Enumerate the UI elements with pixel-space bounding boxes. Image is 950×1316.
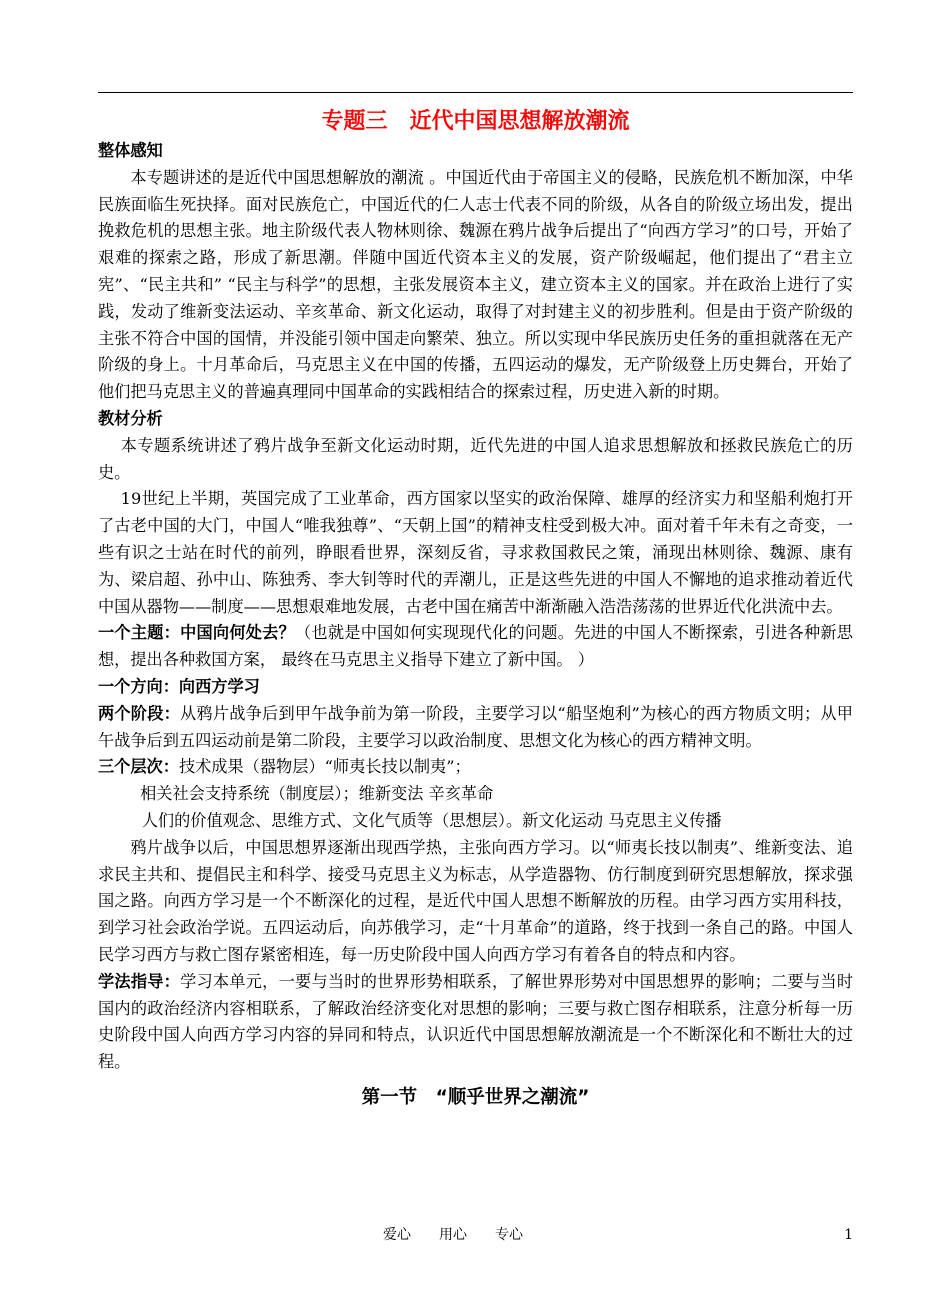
document-page <box>98 0 853 1316</box>
stages-label: 两个阶段： <box>98 703 181 723</box>
document-title: 专题三 近代中国思想解放潮流 <box>321 109 630 134</box>
theme-text: （也就是中国如何实现现代化的问题。先进的中国人不断探索，引进各种新思想，提出各种救国方案， 最终在马克思主义指导下建立了新中国。 ） <box>98 623 853 670</box>
analysis-heading: 教材分析 <box>98 408 163 428</box>
overview-paragraph: 本专题讲述的是近代中国思想解放的潮流 。中国近代由于帝国主义的侵略，民族危机不断加深，中华民族面临生死抉择。面对民族危亡，中国近代的仁人志士代表不同的阶级，从各自的阶级立场出发，提出挽救危机的思想主张。地主阶级代表人物林则徐、魏源在鸦片战争后提出了“向西方学习”的口号，开始了艰难的探索之路，形成了新思潮。伴随中国近代资本主义的发展，资产阶级崛起，他们提出了“君主立宪”、“民主共和” “民主与科学”的思想，主张发展资本主义，建立资本主义的国家。并在政治上进行了实践，发动了维新变法运动、辛亥革命、新文化运动，取得了对封建主义的初步胜利。但是由于资产阶级的主张不符合中国的国情，并没能引领中国走向繁荣、独立。所以实现中华民族历史任务的重担就落在无产阶级的身上。十月革命后，马克思主义在中国的传播，五四运动的爆发，无产阶级登上历史舞台，开始了他们把马克思主义的普遍真理同中国革命的实践相结合的探索过程，历史进入新的时期。 <box>98 167 853 402</box>
document-body <box>98 104 853 1118</box>
header-rule <box>98 92 853 93</box>
theme-paragraph <box>98 620 853 674</box>
stages-text: 从鸦片战争后到甲午战争前为第一阶段，主要学习以“船坚炮利”为核心的西方物质文明；从甲午战争后到五四运动前是第二阶段，主要学习以政治制度、思想文化为核心的西方精神文明。 <box>98 703 853 750</box>
direction-heading: 一个方向：向西方学习 <box>98 676 260 696</box>
analysis-paragraph-2: 19世纪上半期，英国完成了工业革命，西方国家以坚实的政治保障、雄厚的经济实力和坚船利炮打开了古老中国的大门，中国人“唯我独尊”、“天朝上国”的精神支柱受到极大冲。面对着千年未有之奇变，一些有识之士站在时代的前列，睁眼看世界，深刻反省，寻求救国救民之策，涌现出林则徐、魏源、康有为、梁启超、孙中山、陈独秀、李大钊等时代的弄潮儿，正是这些先进的中国人不懈地的追求推动着近代中国从器物——制度——思想艰难地发展，古老中国在痛苦中渐渐融入浩浩荡荡的世界近代化洪流中去。 <box>98 489 853 616</box>
west-learning-paragraph: 鸦片战争以后，中国思想界逐渐出现西学热，主张向西方学习。以“师夷长技以制夷”、维新变法、追求民主共和、提倡民主和科学、接受马克思主义为标志，从学造器物、仿行制度到研究思想解放，探求强国之路。向西方学习是一个不断深化的过程，是近代中国人思想不断解放的历程。由学习西方实用科技，到学习社会政治学说。五四运动后，向苏俄学习，走“十月革命”的道路，终于找到一条自己的路。中国人民学习西方与救亡图存紧密相连，每一历史阶段中国人向西方学习有着各自的特点和内容。 <box>98 837 853 964</box>
analysis-paragraph-1: 本专题系统讲述了鸦片战争至新文化运动时期，近代先进的中国人追求思想解放和拯救民族危亡的历史。 <box>98 435 853 482</box>
theme-label: 一个主题：中国向何处去？ <box>98 623 296 643</box>
page-number: 1 <box>844 1227 853 1243</box>
footer-motto: 爱心 用心 专心 <box>383 1227 523 1243</box>
levels-label: 三个层次： <box>98 757 179 777</box>
levels-line-2: 相关社会支持系统（制度层）；维新变法 辛亥革命 <box>140 784 494 804</box>
method-paragraph <box>98 969 853 1076</box>
levels-line-3: 人们的价值观念、思维方式、文化气质等（思想层）。新文化运动 马克思主义传播 <box>141 810 722 830</box>
method-text: 学习本单元，一要与当时的世界形势相联系，了解世界形势对中国思想界的影响；二要与当时国内的政治经济内容相联系，了解政治经济变化对思想的影响；三要与救亡图存相联系，注意分析每一历史阶段中国人向西方学习内容的异同和特点，认识近代中国思想解放潮流是一个不断深化和不断壮大的过程。 <box>98 971 854 1072</box>
overview-heading: 整体感知 <box>98 141 163 160</box>
section-title: 第一节 “顺乎世界之潮流” <box>361 1086 590 1108</box>
levels-line-1 <box>98 754 853 781</box>
stages-paragraph <box>98 701 853 755</box>
levels-text-1: 技术成果（器物层）“师夷长技以制夷”； <box>178 757 471 777</box>
method-label: 学法指导： <box>98 971 181 991</box>
